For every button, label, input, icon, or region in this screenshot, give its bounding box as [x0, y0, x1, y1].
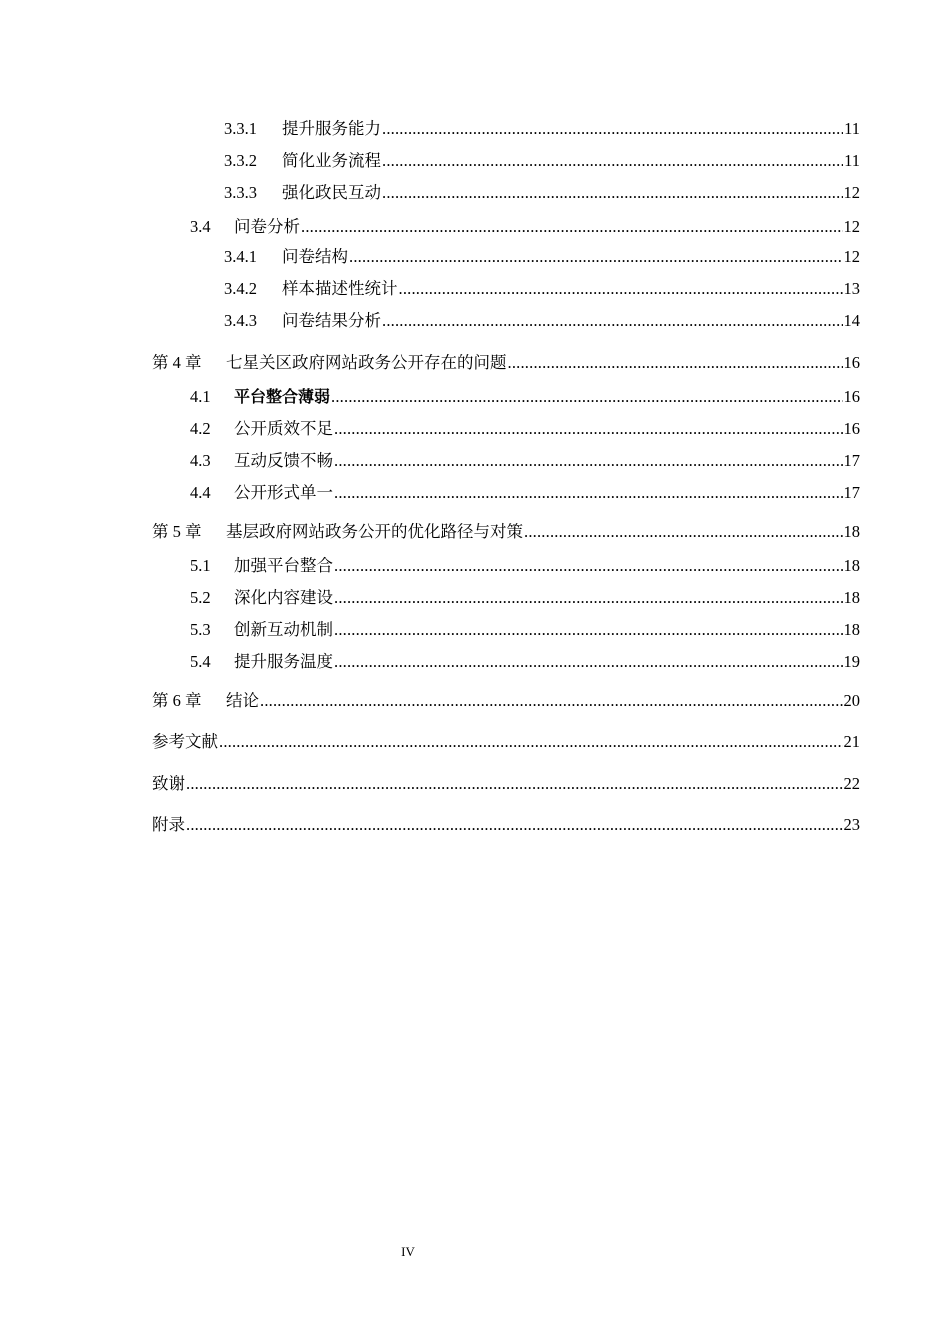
toc-entry[interactable]	[152, 246, 860, 268]
toc-entry-number: 第 5 章	[152, 522, 202, 541]
toc-leader-dots	[334, 619, 843, 641]
toc-entry[interactable]	[152, 418, 860, 440]
toc-entry-title: 平台整合薄弱	[234, 387, 331, 406]
toc-entry-title: 简化业务流程	[282, 151, 381, 170]
toc-entry[interactable]	[152, 587, 860, 609]
toc-entry-page: 18	[843, 556, 860, 575]
toc-entry[interactable]	[152, 773, 860, 795]
toc-entry-number: 3.4.2	[224, 279, 257, 298]
toc-entry-number: 4.2	[190, 419, 211, 438]
toc-entry-title: 问卷结构	[282, 247, 348, 266]
toc-leader-dots	[508, 352, 843, 374]
toc-entry-page: 12	[843, 183, 860, 202]
toc-entry[interactable]	[152, 216, 860, 238]
toc-leader-dots	[334, 482, 843, 504]
toc-entry[interactable]	[152, 150, 860, 172]
toc-entry-title: 强化政民互动	[282, 183, 381, 202]
toc-entry[interactable]	[152, 521, 860, 543]
toc-leader-dots	[334, 555, 843, 577]
toc-entry-page: 11	[844, 119, 860, 138]
page-number: IV	[401, 1244, 415, 1259]
toc-entry-number: 第 4 章	[152, 353, 202, 372]
toc-entry-page: 12	[843, 247, 860, 266]
toc-entry[interactable]	[152, 690, 860, 712]
toc-entry[interactable]	[152, 482, 860, 504]
toc-entry-title: 问卷结果分析	[282, 311, 381, 330]
toc-entry-page: 16	[843, 419, 860, 438]
toc-entry-number: 4.4	[190, 483, 211, 502]
toc-entry-number: 3.3.2	[224, 151, 257, 170]
toc-entry[interactable]	[152, 278, 860, 300]
toc-entry-title: 参考文献	[152, 732, 218, 751]
toc-entry-number: 5.3	[190, 620, 211, 639]
toc-entry-title: 结论	[226, 691, 259, 710]
toc-entry-title: 公开形式单一	[234, 483, 333, 502]
toc-entry-page: 20	[843, 691, 860, 710]
toc-leader-dots	[382, 310, 843, 332]
toc-entry[interactable]	[152, 118, 860, 140]
toc-entry[interactable]	[152, 651, 860, 673]
toc-entry-page: 14	[843, 311, 860, 330]
toc-entry[interactable]	[152, 619, 860, 641]
toc-leader-dots	[186, 773, 843, 795]
toc-entry-title: 附录	[152, 815, 185, 834]
toc-entry-page: 16	[843, 353, 860, 372]
toc-entry-page: 17	[843, 483, 860, 502]
toc-entry-number: 3.3.3	[224, 183, 257, 202]
toc-entry-number: 第 6 章	[152, 691, 202, 710]
toc-entry-page: 19	[843, 652, 860, 671]
toc-leader-dots	[334, 450, 843, 472]
toc-leader-dots	[301, 216, 843, 238]
toc-leader-dots	[186, 814, 843, 836]
toc-entry-number: 5.2	[190, 588, 211, 607]
toc-entry-number: 3.4.3	[224, 311, 257, 330]
toc-leader-dots	[382, 150, 843, 172]
toc-entry[interactable]	[152, 310, 860, 332]
toc-entry-page: 13	[843, 279, 860, 298]
toc-leader-dots	[399, 278, 843, 300]
toc-entry[interactable]	[152, 555, 860, 577]
toc-leader-dots	[524, 521, 843, 543]
toc-leader-dots	[334, 587, 843, 609]
toc-entry-page: 23	[843, 815, 860, 834]
toc-entry[interactable]	[152, 731, 860, 753]
toc-entry-page: 18	[843, 620, 860, 639]
toc-entry-number: 5.1	[190, 556, 211, 575]
toc-entry-page: 18	[843, 588, 860, 607]
toc-leader-dots	[260, 690, 843, 712]
toc-leader-dots	[334, 418, 843, 440]
toc-entry-title: 样本描述性统计	[282, 279, 398, 298]
toc-entry-page: 17	[843, 451, 860, 470]
toc-entry-page: 22	[843, 774, 860, 793]
toc-entry[interactable]	[152, 386, 860, 408]
toc-entry[interactable]	[152, 182, 860, 204]
toc-entry-title: 深化内容建设	[234, 588, 333, 607]
toc-entry-page: 11	[844, 151, 860, 170]
toc-entry-number: 4.3	[190, 451, 211, 470]
toc-leader-dots	[219, 731, 843, 753]
toc-entry-page: 21	[843, 732, 860, 751]
toc-entry-title: 七星关区政府网站政务公开存在的问题	[226, 353, 507, 372]
toc-entry[interactable]	[152, 814, 860, 836]
toc-leader-dots	[349, 246, 843, 268]
toc-entry-title: 创新互动机制	[234, 620, 333, 639]
toc-entry-number: 4.1	[190, 387, 211, 406]
toc-entry-title: 问卷分析	[234, 217, 300, 236]
toc-entry[interactable]	[152, 352, 860, 374]
toc-entry-page: 12	[843, 217, 860, 236]
toc-leader-dots	[382, 118, 843, 140]
toc-entry-title: 公开质效不足	[234, 419, 333, 438]
toc-leader-dots	[382, 182, 843, 204]
toc-entry-title: 互动反馈不畅	[234, 451, 333, 470]
toc-entry-number: 3.4	[190, 217, 211, 236]
toc-entry-title: 提升服务温度	[234, 652, 333, 671]
toc-entry-number: 3.4.1	[224, 247, 257, 266]
toc-entry-number: 3.3.1	[224, 119, 257, 138]
toc-entry-title: 基层政府网站政务公开的优化路径与对策	[226, 522, 523, 541]
toc-entry-title: 提升服务能力	[282, 119, 381, 138]
toc-entry-title: 加强平台整合	[234, 556, 333, 575]
toc-entry-title: 致谢	[152, 774, 185, 793]
toc-entry-page: 18	[843, 522, 860, 541]
toc-leader-dots	[334, 651, 843, 673]
toc-entry-page: 16	[843, 387, 860, 406]
toc-entry[interactable]	[152, 450, 860, 472]
toc-leader-dots	[331, 386, 842, 408]
toc-entry-number: 5.4	[190, 652, 211, 671]
